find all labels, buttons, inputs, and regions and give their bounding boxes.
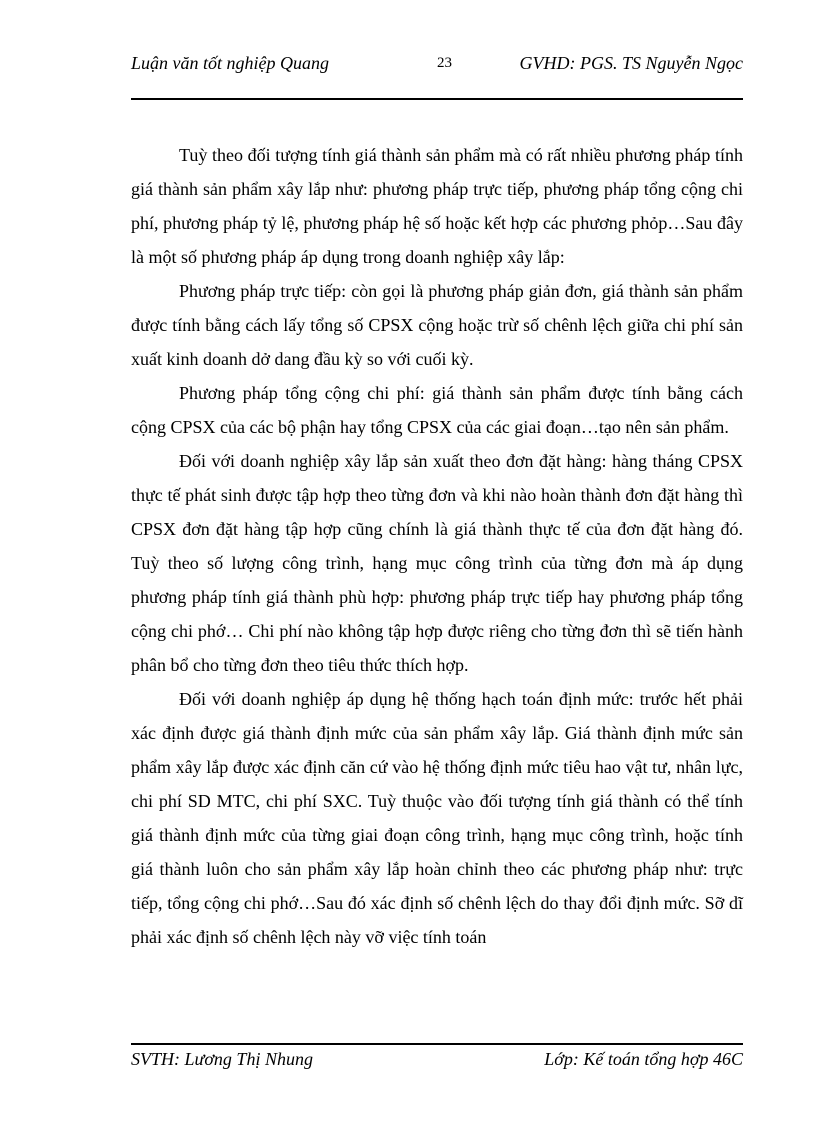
- body-text: [131, 138, 743, 954]
- paragraph: Phương pháp tổng cộng chi phí: giá thành sản phẩm được tính bằng cách cộng CPSX của các bộ phận hay tổng CPSX của các giai đoạn…tạo nên sản phẩm.: [131, 383, 743, 437]
- header-divider: [131, 98, 743, 100]
- thesis-title: Luận văn tốt nghiệp Quang: [131, 53, 329, 73]
- paragraph: Đối với doanh nghiệp áp dụng hệ thống hạch toán định mức: trước hết phải xác định được giá thành định mức của sản phẩm xây lắp. Giá thành định mức sản phẩm xây lắp được xác định căn cứ vào hệ thống định mức tiêu hao vật tư, nhân lực, chi phí SD MTC, chi phí SXC. Tuỳ thuộc vào đối tượng tính giá thành có thể tính giá thành định mức của từng giai đoạn công trình, hạng mục công trình, hoặc tính giá thành luôn cho sản phẩm xây lắp hoàn chỉnh theo các phương pháp như: trực tiếp, tổng cộng chi phớ…Sau đó xác định số chênh lệch do thay đổi định mức. Sỡ dĩ phải xác định số chênh lệch này vỡ việc tính toán: [131, 689, 743, 947]
- class-name: Lớp: Kế toán tổng hợp 46C: [544, 1049, 743, 1069]
- supervisor-label: GVHD: PGS. TS Nguyễn Ngọc: [519, 53, 743, 73]
- student-name: SVTH: Lương Thị Nhung: [131, 1049, 313, 1069]
- paragraph: Phương pháp trực tiếp: còn gọi là phương pháp giản đơn, giá thành sản phẩm được tính bằng cách lấy tổng số CPSX cộng hoặc trừ số chênh lệch giữa chi phí sản xuất kinh doanh dở dang đầu kỳ so với cuối kỳ.: [131, 281, 743, 369]
- page-header: [131, 52, 743, 99]
- paragraph: Đối với doanh nghiệp xây lắp sản xuất theo đơn đặt hàng: hàng tháng CPSX thực tế phát sinh được tập hợp theo từng đơn và khi nào hoàn thành đơn đặt hàng thì CPSX đơn đặt hàng tập hợp cũng chính là giá thành thực tế của đơn đặt hàng đó. Tuỳ theo số lượng công trình, hạng mục công trình của từng đơn mà áp dụng phương pháp tính giá thành phù hợp: phương pháp trực tiếp hay phương pháp tổng cộng chi phớ… Chi phí nào không tập hợp được riêng cho từng đơn thì sẽ tiến hành phân bổ cho từng đơn theo tiêu thức thích hợp.: [131, 451, 743, 675]
- page-footer: [131, 1047, 743, 1073]
- paragraph: Tuỳ theo đối tượng tính giá thành sản phẩm mà có rất nhiều phương pháp tính giá thành sản phẩm xây lắp như: phương pháp trực tiếp, phương pháp tổng cộng chi phí, phương pháp tỷ lệ, phương pháp hệ số hoặc kết hợp các phương phỏp…Sau đây là một số phương pháp áp dụng trong doanh nghiệp xây lắp:: [131, 145, 743, 267]
- page-number: 23: [437, 55, 452, 71]
- footer-divider: [131, 1043, 743, 1045]
